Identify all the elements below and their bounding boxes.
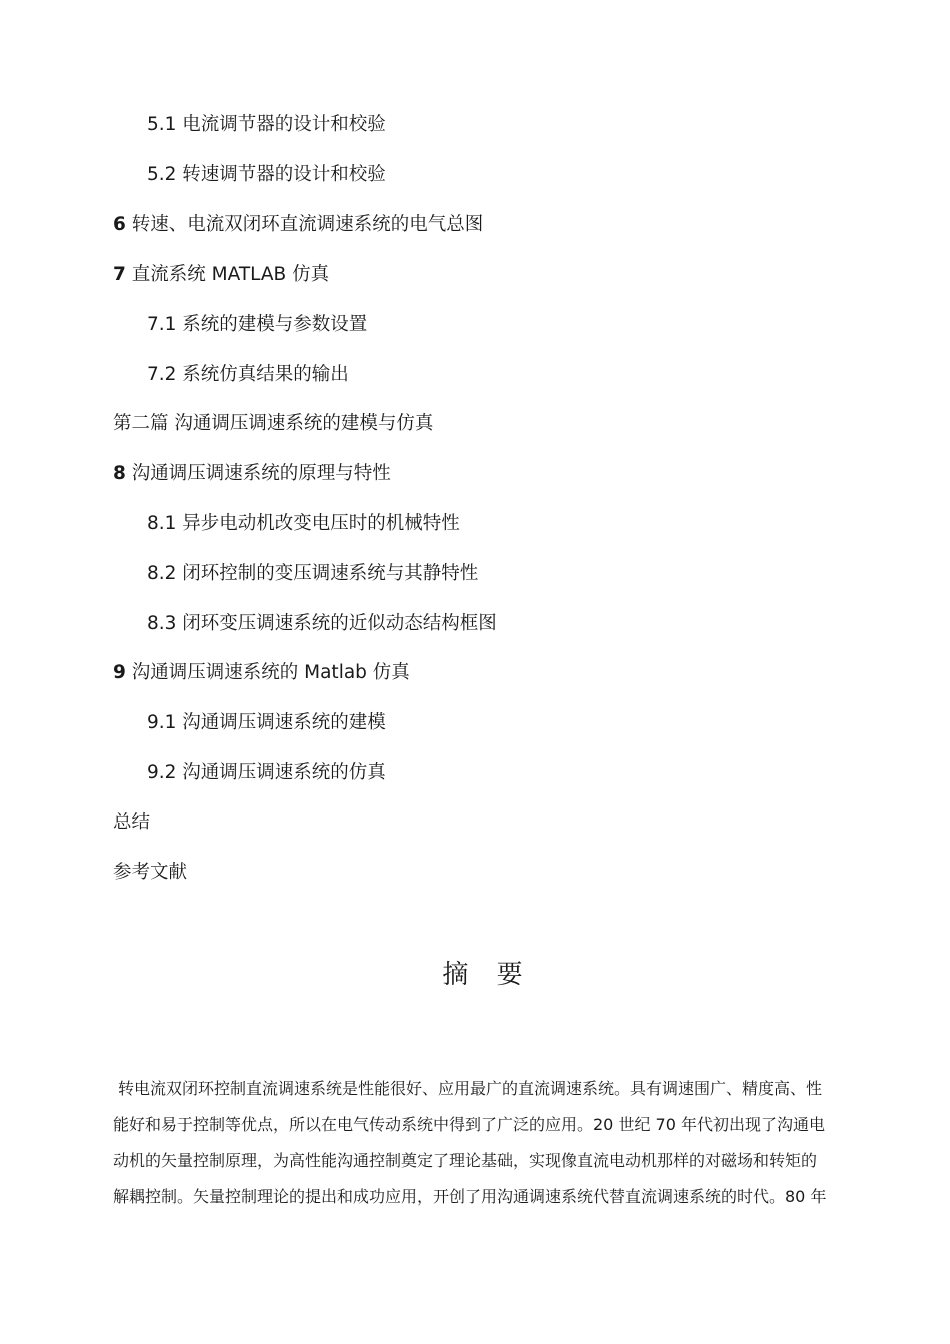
toc-item-9-1[interactable] [147,711,386,735]
toc-item-8[interactable] [113,462,391,486]
toc-item-number: 9 [113,662,126,683]
abstract-title: 摘 要 [442,960,533,990]
toc-item-5-1[interactable] [147,113,386,137]
toc-item-label: 9.1 沟通调压调速系统的建模 [147,712,386,733]
toc-item-label: 8.3 闭环变压调速系统的近似动态结构框图 [147,613,497,634]
toc-item-label: 7.2 系统仿真结果的输出 [147,364,349,385]
toc-item-8-2[interactable] [147,562,478,586]
toc-item-part-2[interactable] [113,412,433,436]
toc-item-number: 8 [113,463,126,484]
toc-item-5-2[interactable] [147,163,386,187]
toc-item-label: 沟通调压调速系统的 Matlab 仿真 [125,662,410,683]
abstract-line: 动机的矢量控制原理，为高性能沟通控制奠定了理论基础，实现像直流电动机那样的对磁场和转矩的 [113,1151,818,1170]
toc-item-7[interactable] [113,263,329,287]
toc-item-label: 5.1 电流调节器的设计和校验 [147,114,386,135]
toc-item-number: 7 [113,264,126,285]
toc-item-label: 参考文献 [113,862,188,883]
toc-item-8-3[interactable] [147,612,497,636]
toc-item-label: 直流系统 MATLAB 仿真 [125,264,330,285]
toc-item-label: 转速、电流双闭环直流调速系统的电气总图 [125,214,484,235]
toc-item-label: 总结 [113,812,151,833]
toc-item-summary[interactable] [113,811,150,835]
toc-item-6[interactable] [113,213,483,237]
toc-item-label: 沟通调压调速系统的原理与特性 [125,463,391,484]
abstract-line: 解耦控制。矢量控制理论的提出和成功应用，开创了用沟通调速系统代替直流调速系统的时代。80 年 [113,1187,827,1206]
toc-item-label: 8.1 异步电动机改变电压时的机械特性 [147,513,460,534]
toc-item-7-2[interactable] [147,363,349,387]
toc-item-label: 第二篇 沟通调压调速系统的建模与仿真 [113,413,434,434]
toc-item-7-1[interactable] [147,313,367,337]
toc-item-references[interactable] [113,861,187,885]
toc-item-label: 7.1 系统的建模与参数设置 [147,314,368,335]
abstract-line: 能好和易于控制等优点，所以在电气传动系统中得到了广泛的应用。20 世纪 70 年代初出现了沟通电 [113,1115,825,1134]
toc-item-9[interactable] [113,661,410,685]
abstract-body [113,1071,861,1215]
toc-item-label: 8.2 闭环控制的变压调速系统与其静特性 [147,563,479,584]
toc-item-9-2[interactable] [147,761,386,785]
toc-item-8-1[interactable] [147,512,460,536]
toc-item-number: 6 [113,214,126,235]
toc-item-label: 9.2 沟通调压调速系统的仿真 [147,762,386,783]
abstract-line: 转电流双闭环控制直流调速系统是性能很好、应用最广的直流调速系统。具有调速围广、精度高、性 [118,1079,823,1098]
toc-item-label: 5.2 转速调节器的设计和校验 [147,164,386,185]
